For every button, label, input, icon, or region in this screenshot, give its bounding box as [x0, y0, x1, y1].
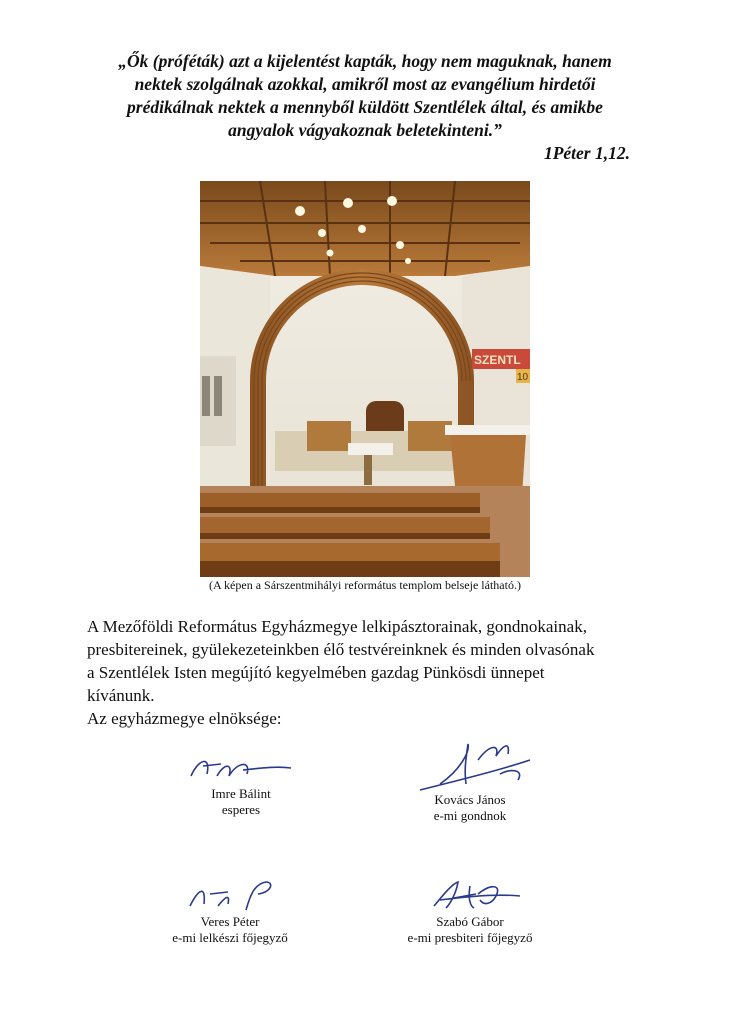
- greeting-line: A Mezőföldi Református Egyházmegye lelkipásztorainak, gondnokainak,: [87, 617, 587, 636]
- signature-block: [370, 876, 570, 946]
- banner-text: SZENTL: [474, 353, 521, 367]
- handwritten-signature: [170, 876, 290, 914]
- signature-block: [141, 752, 341, 818]
- signer-name: Veres Péter: [200, 914, 260, 929]
- signer-name: Szabó Gábor: [436, 914, 504, 929]
- quote-line: „Ők (próféták) azt a kijelentést kapták, hogy nem maguknak, hanem: [118, 51, 612, 71]
- handwritten-signature: [410, 876, 530, 914]
- photo-caption: (A képen a Sárszentmihályi református templom belseje látható.): [209, 578, 521, 592]
- greeting-line: a Szentlélek Isten megújító kegyelmében gazdag Pünkösdi ünnepet: [87, 663, 545, 682]
- hymn-number: 10: [517, 372, 529, 383]
- signer-name: Imre Bálint: [211, 786, 271, 801]
- quote-reference: 1Péter 1,12.: [543, 143, 630, 163]
- signer-role: e-mi lelkészi főjegyző: [172, 930, 288, 945]
- signer-role: esperes: [221, 802, 261, 817]
- signature-block: [130, 876, 330, 946]
- church-interior-photo: [200, 181, 530, 577]
- handwritten-signature: [400, 740, 540, 792]
- handwritten-signature: [181, 752, 301, 786]
- signer-role: e-mi gondnok: [433, 808, 507, 823]
- bible-quote: [70, 50, 660, 142]
- quote-line: prédikálnak nektek a mennyből küldött Szentlélek által, és amikbe: [127, 97, 603, 117]
- quote-line: angyalok vágyakoznak beletekinteni.”: [228, 120, 502, 140]
- signer-name: Kovács János: [434, 792, 506, 807]
- greeting-text: [87, 615, 667, 730]
- greeting-line: kívánunk.: [87, 686, 155, 705]
- quote-line: nektek szolgálnak azokkal, amikről most az evangélium hirdetői: [134, 74, 596, 94]
- signature-block: [370, 740, 570, 824]
- signer-role: e-mi presbiteri főjegyző: [407, 930, 533, 945]
- closing-line: Az egyházmegye elnöksége:: [87, 709, 282, 728]
- greeting-line: presbitereinek, gyülekezeteinkben élő testvéreinknek és minden olvasónak: [87, 640, 595, 659]
